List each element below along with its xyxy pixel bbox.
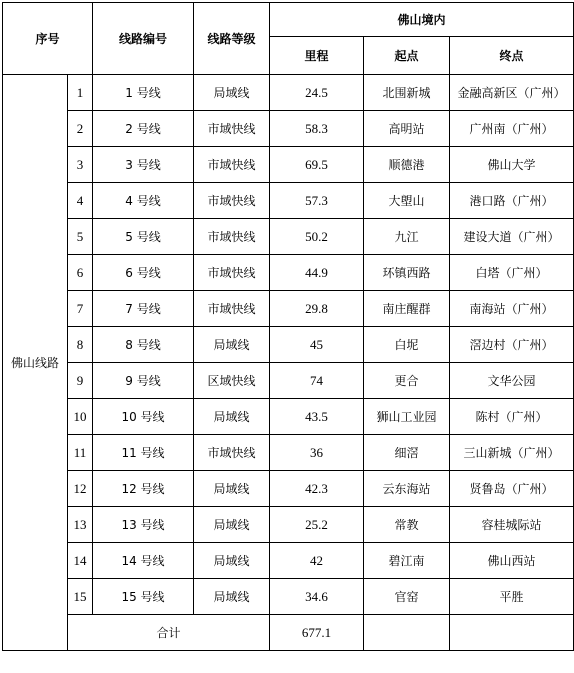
table-row [3,291,574,327]
total-row [3,615,574,651]
end-station: 金融高新区（广州） [450,75,574,111]
line-code: 1 号线 [93,75,194,111]
line-grade: 局域线 [194,579,270,615]
start-station: 碧江南 [364,543,450,579]
row-number: 13 [68,507,93,543]
header-seq: 序号 [3,3,93,75]
line-grade: 局域线 [194,543,270,579]
mileage: 69.5 [270,147,364,183]
row-number: 15 [68,579,93,615]
start-station: 白坭 [364,327,450,363]
header-mileage: 里程 [270,37,364,75]
line-code: 10 号线 [93,399,194,435]
mileage: 57.3 [270,183,364,219]
line-code: 4 号线 [93,183,194,219]
start-station: 环镇西路 [364,255,450,291]
end-station: 陈村（广州） [450,399,574,435]
mileage: 29.8 [270,291,364,327]
start-station: 北围新城 [364,75,450,111]
line-code: 7 号线 [93,291,194,327]
header-line-grade: 线路等级 [194,3,270,75]
line-code: 9 号线 [93,363,194,399]
header-end: 终点 [450,37,574,75]
row-number: 12 [68,471,93,507]
end-station: 文华公园 [450,363,574,399]
total-start-empty [364,615,450,651]
mileage: 45 [270,327,364,363]
table-row [3,399,574,435]
table-body [3,75,574,651]
total-end-empty [450,615,574,651]
row-number: 6 [68,255,93,291]
mileage: 24.5 [270,75,364,111]
header-foshan-section: 佛山境内 [270,3,574,37]
start-station: 官窑 [364,579,450,615]
total-label: 合计 [68,615,270,651]
row-number: 3 [68,147,93,183]
line-code: 11 号线 [93,435,194,471]
start-station: 高明站 [364,111,450,147]
mileage: 36 [270,435,364,471]
row-number: 9 [68,363,93,399]
end-station: 建设大道（广州） [450,219,574,255]
start-station: 九江 [364,219,450,255]
end-station: 贤鲁岛（广州） [450,471,574,507]
header-row-top [3,3,574,37]
start-station: 大塱山 [364,183,450,219]
end-station: 滘边村（广州） [450,327,574,363]
line-code: 6 号线 [93,255,194,291]
mileage: 58.3 [270,111,364,147]
table-row [3,111,574,147]
mileage: 42.3 [270,471,364,507]
line-code: 2 号线 [93,111,194,147]
table-row [3,507,574,543]
total-mileage: 677.1 [270,615,364,651]
table-row [3,471,574,507]
end-station: 南海站（广州） [450,291,574,327]
end-station: 佛山西站 [450,543,574,579]
mileage: 74 [270,363,364,399]
table-row [3,363,574,399]
end-station: 容桂城际站 [450,507,574,543]
start-station: 常教 [364,507,450,543]
foshan-metro-lines-table [2,2,574,651]
row-number: 10 [68,399,93,435]
line-grade: 市域快线 [194,291,270,327]
row-number: 14 [68,543,93,579]
end-station: 三山新城（广州） [450,435,574,471]
line-code: 5 号线 [93,219,194,255]
group-label: 佛山线路 [3,75,68,651]
start-station: 南庄醒群 [364,291,450,327]
table-row [3,219,574,255]
start-station: 顺德港 [364,147,450,183]
table-row [3,255,574,291]
line-code: 15 号线 [93,579,194,615]
header-line-code: 线路编号 [93,3,194,75]
line-grade: 市域快线 [194,147,270,183]
table-row [3,147,574,183]
end-station: 平胜 [450,579,574,615]
end-station: 港口路（广州） [450,183,574,219]
row-number: 8 [68,327,93,363]
line-code: 13 号线 [93,507,194,543]
line-grade: 区域快线 [194,363,270,399]
row-number: 4 [68,183,93,219]
row-number: 5 [68,219,93,255]
line-grade: 局域线 [194,399,270,435]
end-station: 白塔（广州） [450,255,574,291]
line-grade: 局域线 [194,75,270,111]
mileage: 43.5 [270,399,364,435]
line-grade: 局域线 [194,327,270,363]
row-number: 2 [68,111,93,147]
mileage: 44.9 [270,255,364,291]
start-station: 细滘 [364,435,450,471]
table-row [3,579,574,615]
table-row [3,327,574,363]
start-station: 狮山工业园 [364,399,450,435]
row-number: 1 [68,75,93,111]
row-number: 7 [68,291,93,327]
end-station: 广州南（广州） [450,111,574,147]
mileage: 25.2 [270,507,364,543]
mileage: 42 [270,543,364,579]
line-grade: 市域快线 [194,219,270,255]
line-grade: 市域快线 [194,183,270,219]
line-grade: 局域线 [194,471,270,507]
header-start: 起点 [364,37,450,75]
line-code: 8 号线 [93,327,194,363]
line-code: 14 号线 [93,543,194,579]
line-grade: 市域快线 [194,435,270,471]
line-grade: 市域快线 [194,111,270,147]
line-grade: 市域快线 [194,255,270,291]
table-row [3,75,574,111]
mileage: 50.2 [270,219,364,255]
table-row [3,435,574,471]
line-code: 3 号线 [93,147,194,183]
mileage: 34.6 [270,579,364,615]
table-row [3,543,574,579]
end-station: 佛山大学 [450,147,574,183]
start-station: 更合 [364,363,450,399]
line-code: 12 号线 [93,471,194,507]
start-station: 云东海站 [364,471,450,507]
line-grade: 局域线 [194,507,270,543]
row-number: 11 [68,435,93,471]
table-row [3,183,574,219]
